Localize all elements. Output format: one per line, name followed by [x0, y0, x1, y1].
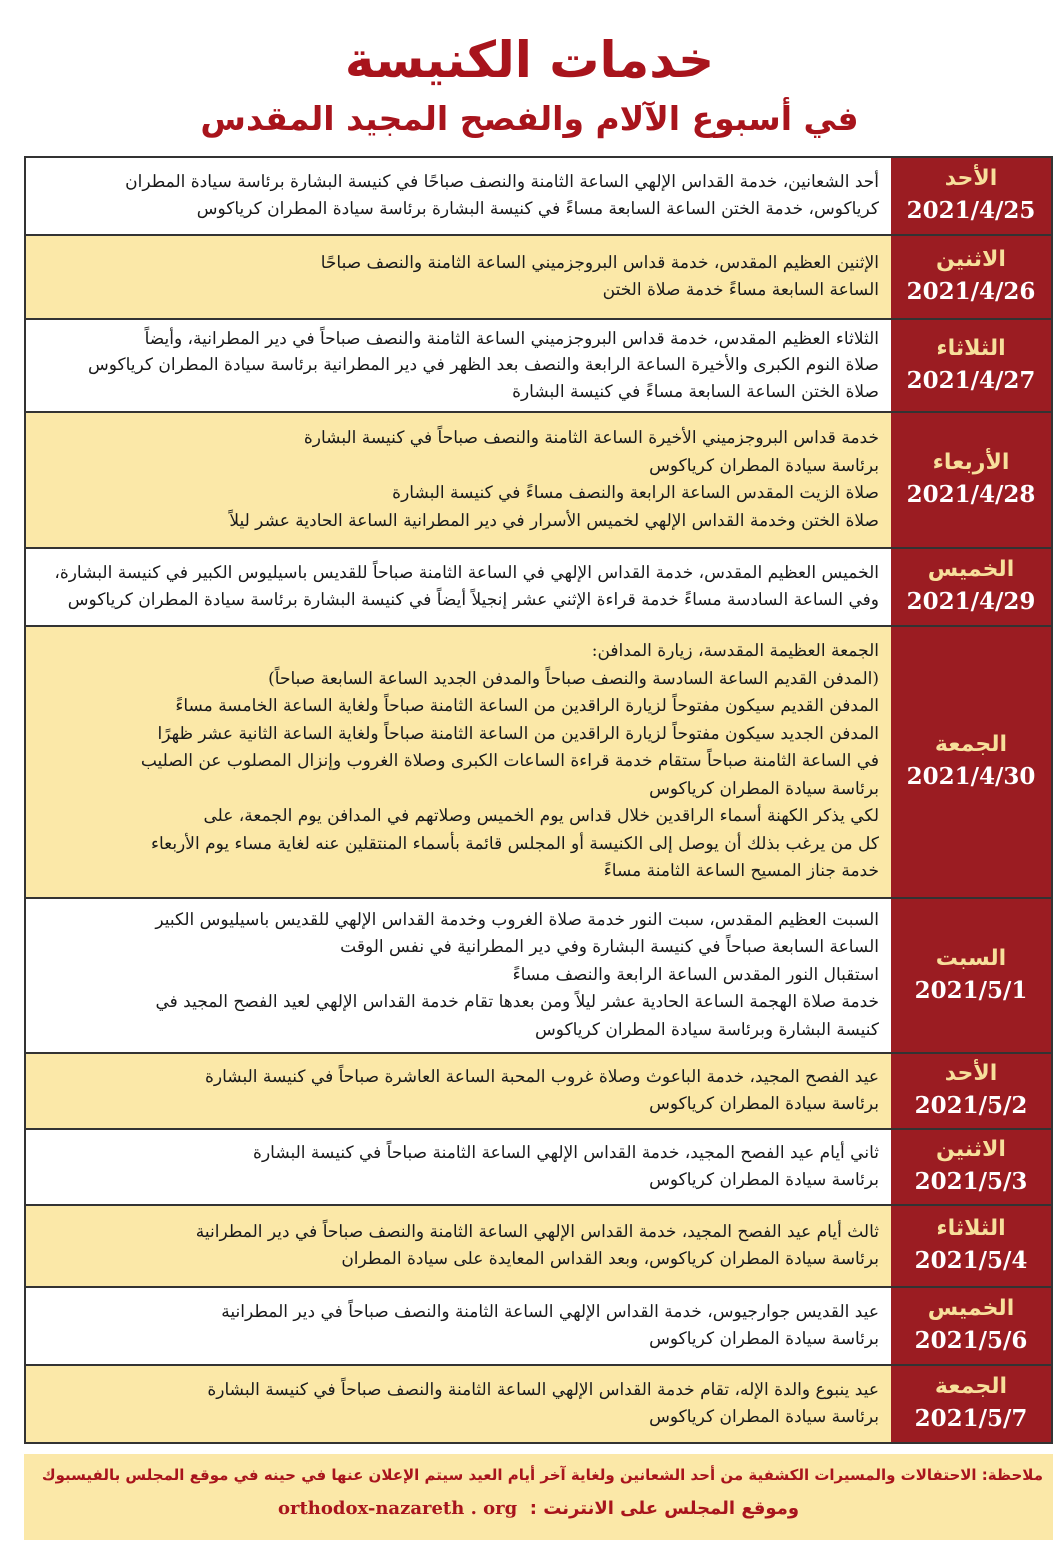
website-link[interactable]: orthodox-nazareth . org	[277, 1498, 518, 1519]
website-label: وموقع المجلس على الانترنت :	[529, 1498, 800, 1519]
service-line: (المدفن القديم الساعة السادسة والنصف صباحاً والمدفن الجديد الساعة السابعة صباحاً)	[268, 668, 879, 689]
service-line: السبت العظيم المقدس، سبت النور خدمة صلاة الغروب وخدمة القداس الإلهي للقديس باسيليوس الكبير	[155, 909, 879, 930]
day-date: 2021/4/27	[906, 366, 1036, 394]
day-name: الخميس	[927, 557, 1015, 582]
day-cell	[891, 413, 1051, 547]
service-line: عيد الفصح المجيد، خدمة الباعوث وصلاة غروب المحبة الساعة العاشرة صباحاً في كنيسة البشارة	[204, 1066, 879, 1087]
service-line: الساعة السابعة صباحاً في كنيسة البشارة وفي دير المطرانية في نفس الوقت	[340, 937, 879, 958]
service-line: برئاسة سيادة المطران كرياكوس	[649, 778, 879, 799]
day-name: السبت	[935, 945, 1007, 971]
day-date: 2021/5/1	[914, 976, 1028, 1004]
schedule-row	[26, 413, 1051, 549]
service-description	[26, 1206, 891, 1286]
day-cell	[891, 158, 1051, 234]
service-line: المدفن الجديد سيكون مفتوحاً لزيارة الراقدين من الساعة الثامنة صباحاً ولغاية الساعة الثانية عشر ظهرًا	[157, 723, 879, 744]
service-description	[26, 549, 891, 625]
day-name: الاثنين	[936, 1137, 1006, 1162]
day-name: الأحد	[944, 1061, 998, 1086]
service-line: صلاة النوم الكبرى والأخيرة الساعة الرابعة والنصف بعد الظهر في دير المطرانية برئاسة سيادة المطران كرياكوس	[87, 355, 879, 376]
day-cell	[891, 1206, 1051, 1286]
service-description	[26, 899, 891, 1052]
service-line: في الساعة الثامنة صباحاً ستقام خدمة قراءة الساعات الكبرى وصلاة الغروب وإنزال المصلوب عن الصليب	[140, 751, 879, 772]
service-line: كل من يرغب بذلك أن يوصل إلى الكنيسة أو المجلس قائمة بأسماء المنتقلين عنه لغاية مساء يوم الأربعاء	[150, 833, 879, 854]
service-line: خدمة جناز المسيح الساعة الثامنة مساءً	[603, 861, 879, 882]
schedule-row	[26, 1054, 1051, 1130]
service-line: خدمة قداس البروجزميني الأخيرة الساعة الثامنة والنصف صباحاً في كنيسة البشارة	[303, 428, 879, 448]
service-line: المدفن القديم سيكون مفتوحاً لزيارة الراقدين من الساعة الثامنة صباحاً ولغاية الساعة الخامسة مساءً	[175, 696, 879, 717]
service-line: الساعة السابعة مساءً خدمة صلاة الختن	[602, 280, 879, 300]
day-date: 2021/4/29	[906, 588, 1036, 615]
footer-note	[24, 1454, 1053, 1540]
day-cell	[891, 899, 1051, 1052]
day-cell	[891, 549, 1051, 625]
page-subtitle: في أسبوع الآلام والفصح المجيد المقدس	[200, 99, 859, 138]
day-date: 2021/5/6	[914, 1327, 1028, 1354]
schedule-row	[26, 158, 1051, 236]
service-line: برئاسة سيادة المطران كرياكوس	[649, 1170, 879, 1190]
day-cell	[891, 236, 1051, 318]
service-description	[26, 1054, 891, 1128]
schedule-row	[26, 899, 1051, 1054]
schedule-row	[26, 627, 1051, 899]
day-cell	[891, 1130, 1051, 1204]
service-line: صلاة الختن وخدمة القداس الإلهي لخميس الأسرار في دير المطرانية الساعة الحادية عشر ليلاً	[229, 510, 879, 531]
day-cell	[891, 1288, 1051, 1364]
day-name: الأربعاء	[932, 450, 1010, 475]
day-name: الجمعة	[934, 732, 1008, 757]
service-description	[26, 1366, 891, 1442]
day-cell	[891, 1366, 1051, 1442]
service-line: برئاسة سيادة المطران كرياكوس	[649, 1407, 879, 1427]
schedule-row	[26, 236, 1051, 320]
schedule-row	[26, 1206, 1051, 1288]
day-date: 2021/5/2	[914, 1092, 1028, 1119]
day-cell	[891, 320, 1051, 411]
schedule-row	[26, 549, 1051, 627]
schedule-row	[26, 320, 1051, 413]
day-name: الأحد	[944, 166, 998, 191]
service-line: صلاة الزيت المقدس الساعة الرابعة والنصف مساءً في كنيسة البشارة	[392, 483, 879, 503]
service-line: كنيسة البشارة وبرئاسة سيادة المطران كرياكوس	[534, 1019, 879, 1040]
day-date: 2021/4/30	[906, 763, 1036, 790]
schedule-table	[24, 156, 1053, 1444]
schedule-row	[26, 1366, 1051, 1442]
day-name: الثلاثاء	[936, 1216, 1006, 1241]
service-line: برئاسة سيادة المطران كرياكوس، وبعد القداس المعايدة على سيادة المطران	[341, 1249, 879, 1269]
service-line: برئاسة سيادة المطران كرياكوس	[649, 1329, 879, 1349]
website-line	[24, 1494, 1053, 1524]
service-line: الثلاثاء العظيم المقدس، خدمة قداس البروجزميني الساعة الثامنة والنصف صباحاً في دير المطرانية، وأيضاً	[144, 329, 879, 349]
service-line: ثالث أيام عيد الفصح المجيد، خدمة القداس الإلهي الساعة الثامنة والنصف صباحاً في دير المطرانية	[195, 1221, 879, 1242]
service-line: خدمة صلاة الهجمة الساعة الحادية عشر ليلاً ومن بعدها تقام خدمة القداس الإلهي لعيد الفصح المجيد في	[155, 992, 879, 1013]
service-line: استقبال النور المقدس الساعة الرابعة والنصف مساءً	[512, 964, 879, 985]
service-description	[26, 158, 891, 234]
page-title: خدمات الكنيسة	[344, 31, 715, 89]
day-name: الثلاثاء	[936, 335, 1006, 361]
service-description	[26, 627, 891, 897]
day-name: الجمعة	[934, 1374, 1008, 1399]
service-line: لكي يذكر الكهنة أسماء الراقدين خلال قداس يوم الخميس وصلاتهم في المدافن يوم الجمعة، على	[203, 806, 879, 827]
day-date: 2021/5/4	[914, 1247, 1028, 1274]
schedule-row	[26, 1130, 1051, 1206]
day-name: الاثنين	[936, 247, 1006, 272]
service-line: أحد الشعانين، خدمة القداس الإلهي الساعة الثامنة والنصف صباحًا في كنيسة البشارة برئاسة سيادة المطران	[125, 171, 879, 192]
service-description	[26, 1288, 891, 1364]
service-line: ثاني أيام عيد الفصح المجيد، خدمة القداس الإلهي الساعة الثامنة صباحاً في كنيسة البشارة	[253, 1142, 879, 1163]
day-name: الخميس	[927, 1296, 1015, 1321]
service-line: برئاسة سيادة المطران كرياكوس	[649, 1094, 879, 1114]
day-date: 2021/5/7	[914, 1405, 1028, 1432]
service-description	[26, 1130, 891, 1204]
schedule-row	[26, 1288, 1051, 1366]
service-line: صلاة الختن الساعة السابعة مساءً في كنيسة البشارة	[512, 381, 879, 402]
service-line: برئاسة سيادة المطران كرياكوس	[649, 455, 879, 476]
service-line: الخميس العظيم المقدس، خدمة القداس الإلهي في الساعة الثامنة صباحاً للقديس باسيليوس الكبير في كنيسة البشارة،	[54, 562, 879, 583]
service-line: الإثنين العظيم المقدس، خدمة قداس البروجزميني الساعة الثامنة والنصف صباحًا	[320, 252, 879, 273]
service-description	[26, 413, 891, 547]
day-date: 2021/5/3	[914, 1168, 1028, 1195]
service-line: وفي الساعة السادسة مساءً خدمة قراءة الإثني عشر إنجيلاً أيضاً في كنيسة البشارة برئاسة سيادة المطران كرياكوس	[67, 590, 879, 610]
footer-note-text: ملاحظة: الاحتفالات والمسيرات الكشفية من أحد الشعانين ولغاية آخر أيام العيد سيتم الإعلان عنها في حينه في موقع المجلس بالفيسبوك	[41, 1466, 1043, 1484]
day-cell	[891, 627, 1051, 897]
service-line: عيد ينبوع والدة الإله، تقام خدمة القداس الإلهي الساعة الثامنة والنصف صباحاً في كنيسة البشارة	[207, 1379, 879, 1400]
service-line: عيد القديس جوارجيوس، خدمة القداس الإلهي الساعة الثامنة والنصف صباحاً في دير المطرانية	[221, 1301, 879, 1322]
day-date: 2021/4/28	[906, 481, 1036, 508]
service-line: كرياكوس، خدمة الختن الساعة السابعة مساءً في كنيسة البشارة برئاسة سيادة المطران كرياكوس	[196, 199, 879, 219]
service-description	[26, 236, 891, 318]
header	[0, 0, 1059, 150]
day-cell	[891, 1054, 1051, 1128]
day-date: 2021/4/26	[906, 278, 1036, 305]
service-line: الجمعة العظيمة المقدسة، زيارة المدافن:	[591, 641, 879, 662]
day-date: 2021/4/25	[906, 197, 1036, 224]
service-description	[26, 320, 891, 411]
